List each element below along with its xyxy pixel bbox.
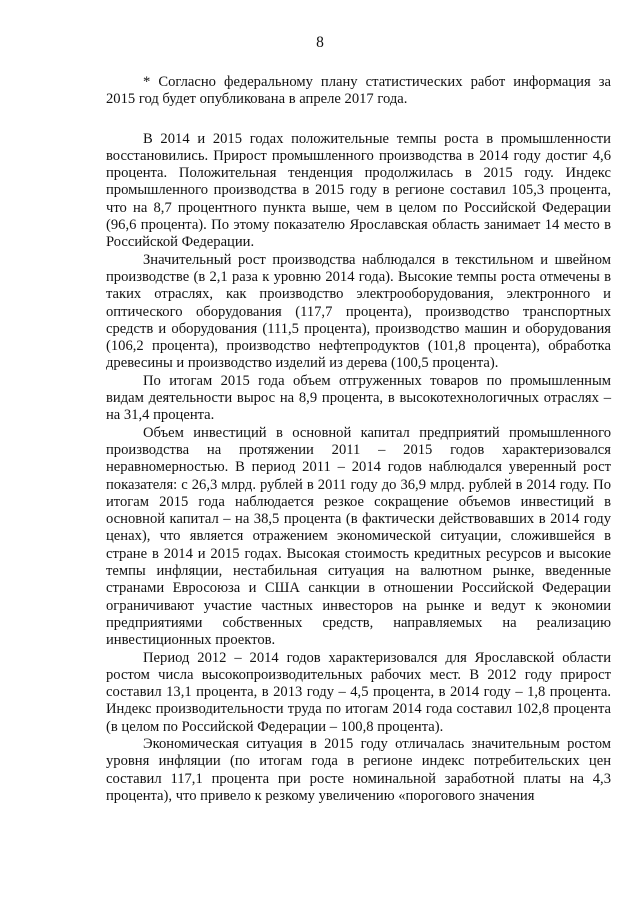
paragraph-industry-growth: В 2014 и 2015 годах положительные темпы роста в промышленности восстановились. Прирост промышленного производства в 2014 году достиг 4,6 процента. Положительная тенденция продолжилась в 2015 году. Индекс промышленного производства в 2015 году в регионе составил 105,3 процента, что на 8,7 процентного пункта выше, чем в целом по Российской Федерации (96,6 процента). По этому показателю Ярославская область занимает 14 место в Российской Федерации. [106,130,611,251]
paragraph-productive-jobs: Период 2012 – 2014 годов характеризовался для Ярославской области ростом числа высокопроизводительных рабочих мест. В 2012 году прирост составил 13,1 процента, в 2013 году – 4,5 процента, в 2014 году – 1,8 процента. Индекс производительности труда по итогам 2014 года составил 102,8 процента (в целом по Российской Федерации – 100,8 процента). [106,649,611,735]
footnote-paragraph: * Согласно федеральному плану статистических работ информация за 2015 год будет опубликована в апреле 2017 года. [106,74,611,108]
paragraph-investments: Объем инвестиций в основной капитал предприятий промышленного производства на протяжении 2011 – 2015 годов характеризовался неравномерностью. В период 2011 – 2014 годов наблюдался уверенный рост показателя: с 26,3 млрд. рублей в 2011 году до 36,9 млрд. рублей в 2014 году. По итогам 2015 года наблюдается резкое сокращение объемов инвестиций в основной капитал – на 38,5 процента (в фактически действовавших в 2014 году ценах), что является отражением экономической ситуации, сложившейся в стране в 2014 и 2015 годах. Высокая стоимость кредитных ресурсов и высокие темпы инфляции, нестабильная ситуация на валютном рынке, введенные странами Евросоюза и США санкции в отношении Российской Федерации ограничивают участие частных инвесторов на рынке и ведут к экономии предприятиями собственных средств, направляемых на реализацию инвестиционных проектов. [106,424,611,649]
paragraph-shipped-goods: По итогам 2015 года объем отгруженных товаров по промышленным видам деятельности вырос на 8,9 процента, в высокотехнологичных отраслях – на 31,4 процента. [106,372,611,424]
page-number: 8 [316,34,324,51]
paragraph-inflation: Экономическая ситуация в 2015 году отличалась значительным ростом уровня инфляции (по итогам года в регионе индекс потребительских цен составил 117,1 процента при росте номинальной заработной платы на 4,3 процента), что привело к резкому увеличению «порогового значения [106,735,611,804]
document-body [106,74,611,805]
paragraph-production-sectors: Значительный рост производства наблюдался в текстильном и швейном производстве (в 2,1 раза к уровню 2014 года). Высокие темпы роста отмечены в таких отраслях, как производство электрооборудования, электронного и оптического оборудования (117,7 процента), производство транспортных средств и оборудования (111,5 процента), производство машин и оборудования (106,2 процента), производство нефтепродуктов (101,8 процента), обработка древесины и производство изделий из дерева (100,5 процента). [106,251,611,372]
